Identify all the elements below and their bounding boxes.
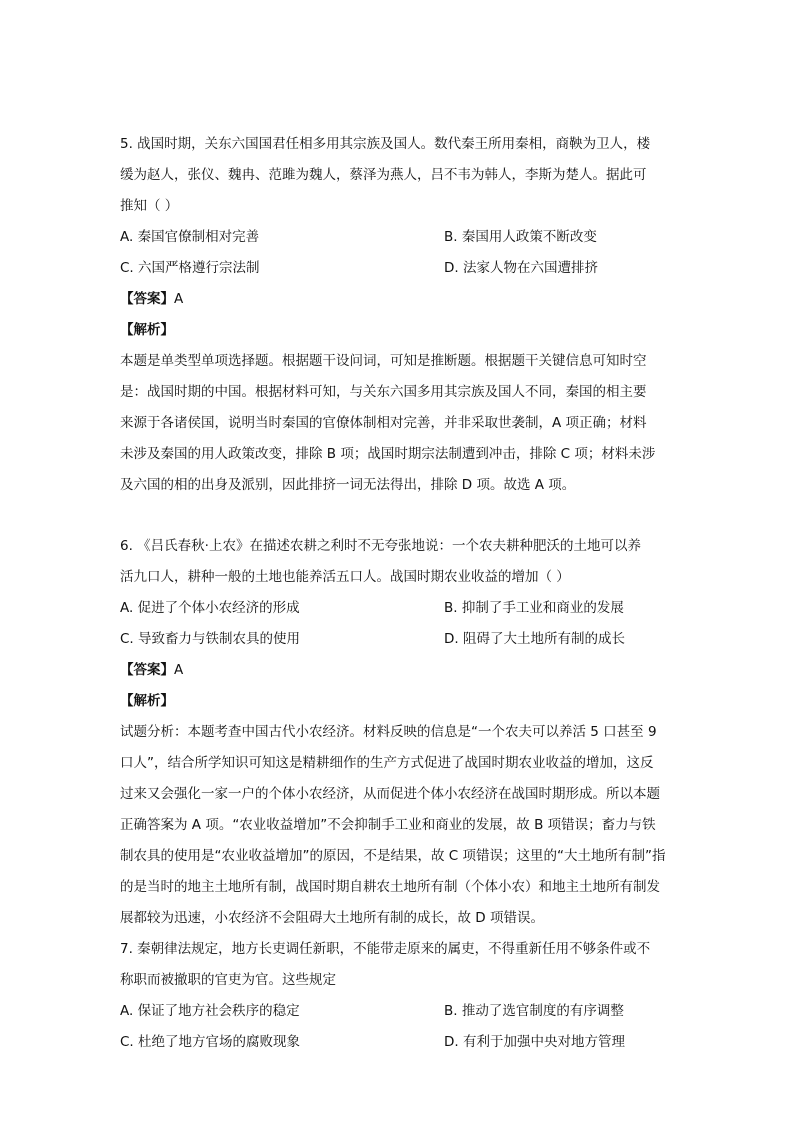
q6-stem-line-2: 活九口人，耕种一般的土地也能养活五口人。战国时期农业收益的增加（ ） — [120, 569, 570, 585]
q5-analysis-line-3: 来源于各诸侯国，说明当时秦国的官僚体制相对完善，并非采取世袭制，A 项正确；材料 — [120, 415, 647, 431]
q5-analysis-label: 【解析】 — [120, 322, 174, 338]
q6-analysis-line-5: 制农具的使用是“农业收益增加”的原因，不是结果，故 C 项错误；这里的“大土地所有制”指 — [120, 848, 666, 864]
q6-answer-value: A — [174, 662, 184, 678]
q6-analysis-label: 【解析】 — [120, 693, 174, 709]
q5-analysis-line-5: 及六国的相的出身及派别，因此排挤一词无法得出，排除 D 项。故选 A 项。 — [120, 477, 576, 493]
q5-option-d: D. 法家人物在六国遭排挤 — [444, 260, 598, 276]
q6-answer-label: 【答案】 — [120, 662, 174, 678]
q5-answer-label: 【答案】 — [120, 291, 174, 307]
q6-stem-line-1: 6. 《吕氏春秋·上农》在描述农耕之利时不无夸张地说：一个农夫耕种肥沃的土地可以养 — [120, 538, 641, 554]
q6-analysis-line-1: 试题分析：本题考查中国古代小农经济。材料反映的信息是“一个农夫可以养活 5 口甚至 9 — [120, 724, 657, 740]
q6-analysis-line-4: 正确答案为 A 项。“农业收益增加”不会抑制手工业和商业的发展，故 B 项错误；畜力与铁 — [120, 817, 656, 833]
q6-option-c: C. 导致畜力与铁制农具的使用 — [120, 631, 301, 647]
q5-option-b: B. 秦国用人政策不断改变 — [444, 229, 597, 245]
q6-answer-row — [120, 660, 183, 680]
q5-analysis-line-4: 未涉及秦国的用人政策改变，排除 B 项；战国时期宗法制遭到冲击，排除 C 项；材料未涉 — [120, 446, 656, 462]
q6-analysis-line-7: 展都较为迅速，小农经济不会阻碍大土地所有制的成长，故 D 项错误。 — [120, 910, 544, 926]
q5-stem-line-1: 5. 战国时期，关东六国国君任相多用其宗族及国人。数代秦王所用秦相，商鞅为卫人，楼 — [120, 136, 651, 152]
q5-analysis-line-1: 本题是单类型单项选择题。根据题干设问词，可知是推断题。根据题干关键信息可知时空 — [120, 353, 647, 369]
q6-option-a: A. 促进了个体小农经济的形成 — [120, 600, 300, 616]
q7-stem-line-1: 7. 秦朝律法规定，地方长吏调任新职，不能带走原来的属吏，不得重新任用不够条件或不 — [120, 941, 651, 957]
q5-analysis-line-2: 是：战国时期的中国。根据材料可知，与关东六国多用其宗族及国人不同，秦国的相主要 — [120, 384, 647, 400]
q5-answer-value: A — [174, 291, 184, 307]
q5-option-a: A. 秦国官僚制相对完善 — [120, 229, 260, 245]
q6-option-d: D. 阻碍了大土地所有制的成长 — [444, 631, 625, 647]
q6-analysis-line-2: 口人”，结合所学知识可知这是精耕细作的生产方式促进了战国时期农业收益的增加，这反 — [120, 755, 654, 771]
q5-stem-line-3: 推知（ ） — [120, 198, 179, 214]
q5-stem-line-2: 缓为赵人，张仪、魏冉、范雎为魏人，蔡泽为燕人，吕不韦为韩人，李斯为楚人。据此可 — [120, 167, 647, 183]
q5-option-c: C. 六国严格遵行宗法制 — [120, 260, 260, 276]
q5-answer-row — [120, 289, 183, 309]
q7-option-b: B. 推动了选官制度的有序调整 — [444, 1003, 624, 1019]
q7-option-c: C. 杜绝了地方官场的腐败现象 — [120, 1034, 301, 1050]
q6-analysis-line-3: 过来又会强化一家一户的个体小农经济，从而促进个体小农经济在战国时期形成。所以本题 — [120, 786, 660, 802]
q7-option-a: A. 保证了地方社会秩序的稳定 — [120, 1003, 300, 1019]
q6-analysis-line-6: 的是当时的地主土地所有制，战国时期自耕农土地所有制（个体小农）和地主土地所有制发 — [120, 879, 660, 895]
q6-option-b: B. 抑制了手工业和商业的发展 — [444, 600, 624, 616]
q7-option-d: D. 有利于加强中央对地方管理 — [444, 1034, 625, 1050]
q7-stem-line-2: 称职而被撤职的官吏为官。这些规定 — [120, 972, 336, 988]
